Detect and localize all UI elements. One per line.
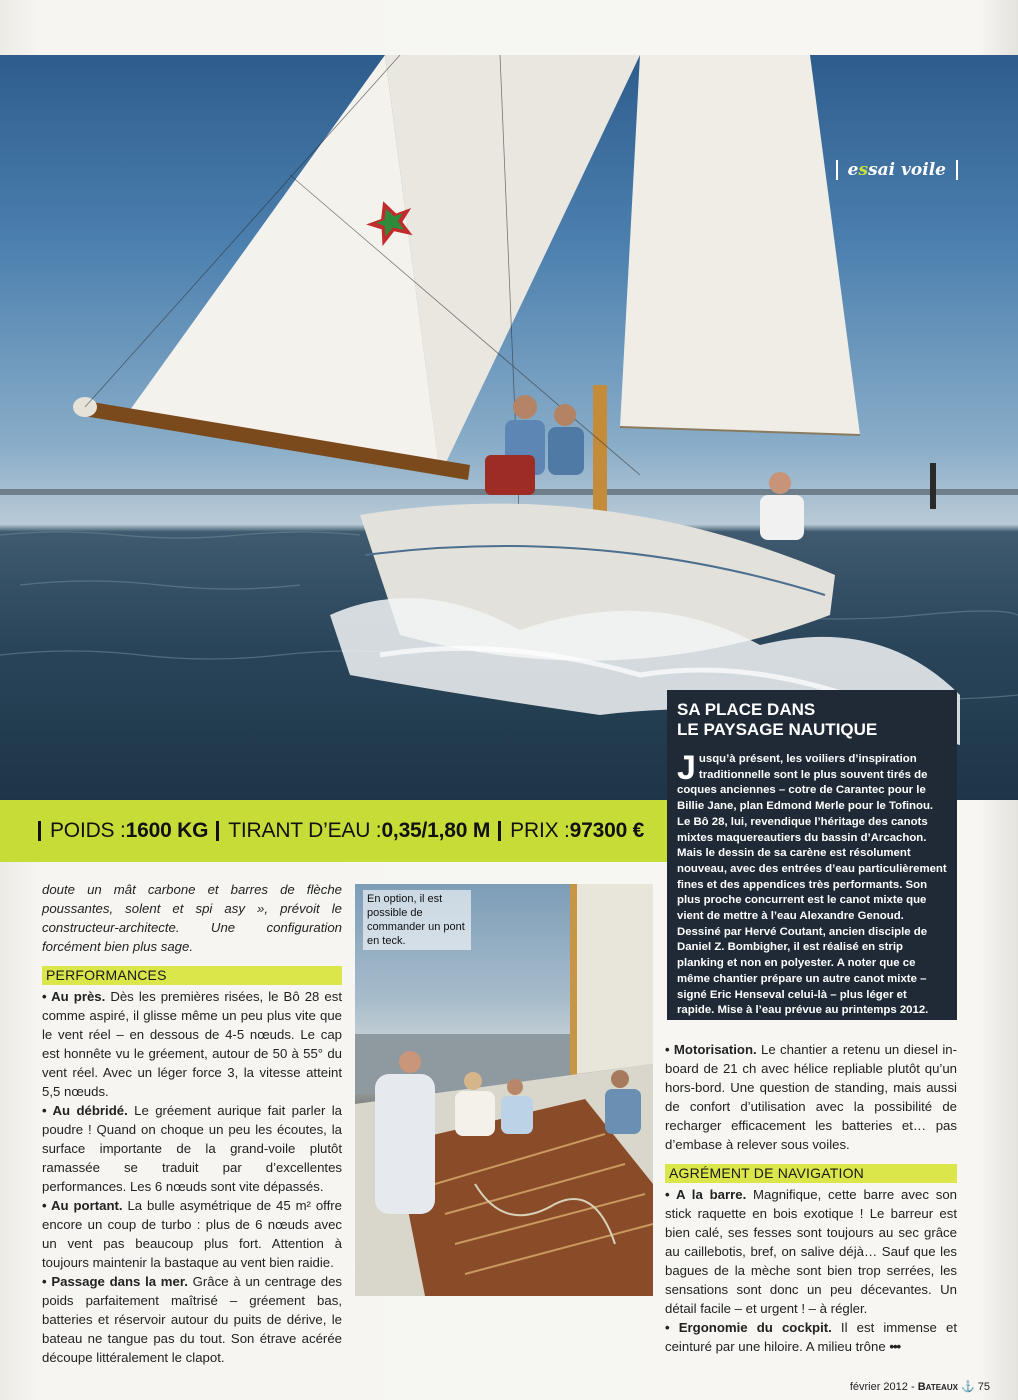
inset-caption: En option, il est possible de commander un pont en teck. [363,890,471,950]
spec-weight-label: POIDS : [50,819,126,842]
spec-separator [498,821,501,841]
agrement-item-title: • Ergonomie du cockpit. [665,1320,832,1335]
column-intro-text: doute un mât carbone et barres de flèche poussantes, solent et spi asy », prévoit le constructeur-architecte. Une configuration forcément bien plus sage. [42,882,342,954]
performance-item-title: • Passage dans la mer. [42,1274,188,1289]
performance-item-title: • Au près. [42,989,106,1004]
motor-title: • Motorisation. [665,1042,757,1057]
spec-weight-value: 1600 KG [125,819,209,842]
spec-separator [38,821,41,841]
performance-item-text: La bulle asymétrique de 45 m² offre encore un coup de turbo : plus de 6 nœuds avec un vent pas beaucoup plus fort. Attention à toujours maintenir la bastaque au vent bien raidie. [42,1198,342,1270]
hero-photo [0,55,1018,800]
spec-separator [216,821,219,841]
spec-draft-value: 0,35/1,80 M [381,819,491,842]
sidebar-body [677,749,947,1019]
footer-date: février 2012 - [849,1381,918,1393]
agrement-item-text: Magnifique, cette barre avec son stick raquette en bois exotique ! Le barreur est bien calé, ses fesses sont toujours au sec grâce au caillebotis, bref, on salive déjà… Sauf que les bagues de la mèche sont bien trop serrées, les sensations sont donc un peu décevantes. Un détail facile – et urgent ! – à régler. [665,1187,957,1316]
performance-item-title: • Au portant. [42,1198,123,1213]
series-tag-pre: e [847,160,859,180]
page-footer [850,1380,990,1393]
performance-item [42,1272,342,1367]
spec-price-value: 97300 € [569,819,645,842]
spec-bar [0,800,667,862]
spec-draft-label: TIRANT D’EAU : [228,819,382,842]
series-tag-post: sai voile [868,160,946,180]
footer-magazine: Bateaux [917,1381,958,1393]
anchor-icon: ⚓ [957,1381,978,1393]
section-heading-performances: PERFORMANCES [42,966,342,985]
performance-item [42,1196,342,1272]
performance-item-text: Le gréement aurique fait parler la poudre ! Quand on choque un peu les écoutes, la surface importante de la grand-voile plutôt ramassée se traduit par d’excellentes performances. Les 6 nœuds sont vite dépassés. [42,1103,342,1194]
agrement-item-title: • A la barre. [665,1187,747,1202]
motor-paragraph [665,1040,957,1154]
motor-text: Le chantier a retenu un diesel in-board de 21 ch avec hélice repliable plutôt qu’un hors-bord. Une question de standing, mais aussi de confort d’utilisation avec la possibilité de recharger efficacement les batteries et… pas d’embase à relever sous voiles. [665,1042,957,1152]
series-tag [836,160,958,180]
agrement-item [665,1318,957,1356]
inset-photo [355,884,653,1296]
performance-item-title: • Au débridé. [42,1103,128,1118]
continued-marker: ••• [889,1339,901,1354]
performance-item [42,1101,342,1196]
performance-item-text: Dès les premières risées, le Bô 28 est comme aspiré, il glisse même un peu plus vite que le vent réel – en dessous de 4-5 nœuds. Le cap est honnête vu le gréement, autour de 50 à 55° du vent réel. Avec un léger force 3, la vitesse atteint 5,5 nœuds. [42,989,342,1099]
agrement-item-text: Il est immense et ceinturé par une hiloire. A milieu trône [665,1320,957,1354]
section-heading-agrement: AGRÉMENT DE NAVIGATION [665,1164,957,1183]
performance-item [42,987,342,1101]
article-column-1 [42,880,342,1367]
sidebar-title: SA PLACE DANS LE PAYSAGE NAUTIQUE [677,700,878,739]
sidebar-dropcap: J [677,749,696,787]
page-number: 75 [977,1381,990,1393]
performance-item-text: Grâce à un centrage des poids parfaitement maîtrisé – gréement bas, batteries et réservoir autour du puits de dérive, le bateau ne tangue pas du tout. Son étrave acérée découpe littéralement le clapot. [42,1274,342,1365]
spec-price-label: PRIX : [510,819,570,842]
sidebar-box [667,690,957,1020]
column-intro [42,880,342,956]
sidebar-text: usqu’à présent, les voiliers d’inspiration traditionnelle sont le plus souvent tirés de coques anciennes – cotre de Carantec pour le Billie Jane, plan Edmond Merle pour le Tofinou. Le Bô 28, lui, revendique l’héritage des canots mixtes maquereautiers du bassin d’Arcachon. Mais le dessin de sa carène est résolument nouveau, avec des entrées d’eau particulièrement fines et des appendices très performants. Son plus proche concurrent est le canot mixte que vient de mettre à l’eau Alexandre Genoud. Dessiné par Hervé Coutant, ancien disciple de Daniel Z. Bombigher, il est réalisé en strip planking et non en polyester. A noter que ce même chantier prépare un autre canot mixte – signé Eric Henseval celui-là – plus léger et rapide. Mise à l’eau prévue au printemps 2012. [677,753,947,1017]
agrement-item [665,1185,957,1318]
series-tag-accent: s [858,160,869,180]
article-column-3 [665,1040,957,1356]
